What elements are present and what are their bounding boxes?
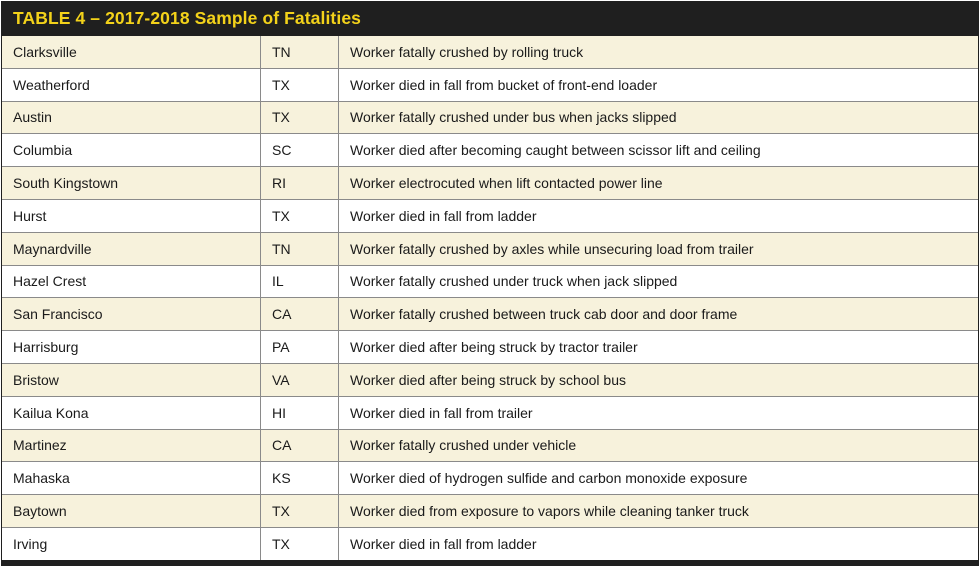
description-cell: Worker fatally crushed by axles while unsecuring load from trailer [350, 240, 754, 257]
table-row [2, 461, 978, 494]
description-cell: Worker died in fall from ladder [350, 207, 537, 224]
table-body [1, 35, 979, 560]
table-row [2, 330, 978, 363]
description-cell: Worker died after being struck by tractor trailer [350, 339, 638, 356]
state-cell: IL [261, 266, 339, 298]
table-row [2, 494, 978, 527]
city-cell: Austin [2, 102, 261, 134]
description-cell: Worker electrocuted when lift contacted power line [350, 175, 663, 192]
city-cell: Harrisburg [2, 331, 261, 363]
table-row [2, 35, 978, 68]
state-cell: TX [261, 495, 339, 527]
state-cell: TX [261, 102, 339, 134]
description-cell: Worker fatally crushed between truck cab door and door frame [350, 306, 738, 323]
state-cell: RI [261, 167, 339, 199]
description-cell: Worker died in fall from ladder [350, 535, 537, 552]
state-cell: KS [261, 462, 339, 494]
city-cell: Clarksville [2, 36, 261, 68]
description-cell: Worker died from exposure to vapors while cleaning tanker truck [350, 503, 749, 520]
table-row [2, 396, 978, 429]
table-row [2, 101, 978, 134]
table-row [2, 265, 978, 298]
city-cell: San Francisco [2, 298, 261, 330]
city-cell: Columbia [2, 134, 261, 166]
city-cell: Baytown [2, 495, 261, 527]
city-cell: Martinez [2, 430, 261, 462]
description-cell: Worker died of hydrogen sulfide and carbon monoxide exposure [350, 470, 748, 487]
state-cell: TX [261, 528, 339, 560]
table-row [2, 363, 978, 396]
table-row [2, 199, 978, 232]
table-row [2, 232, 978, 265]
state-cell: VA [261, 364, 339, 396]
table-title-bar [1, 1, 979, 35]
city-cell: Hazel Crest [2, 266, 261, 298]
city-cell: Maynardville [2, 233, 261, 265]
table-title: TABLE 4 – 2017-2018 Sample of Fatalities [13, 7, 361, 28]
state-cell: TX [261, 200, 339, 232]
city-cell: Weatherford [2, 69, 261, 101]
table-row [2, 297, 978, 330]
city-cell: Bristow [2, 364, 261, 396]
description-cell: Worker fatally crushed under bus when jacks slipped [350, 109, 677, 126]
description-cell: Worker fatally crushed by rolling truck [350, 43, 584, 60]
city-cell: Kailua Kona [2, 397, 261, 429]
city-cell: Mahaska [2, 462, 261, 494]
state-cell: SC [261, 134, 339, 166]
description-cell: Worker fatally crushed under truck when jack slipped [350, 273, 678, 290]
description-cell: Worker died in fall from trailer [350, 404, 533, 421]
table-row [2, 527, 978, 560]
description-cell: Worker died after becoming caught between scissor lift and ceiling [350, 142, 761, 159]
city-cell: Hurst [2, 200, 261, 232]
table-row [2, 68, 978, 101]
table-row [2, 429, 978, 462]
table-row [2, 133, 978, 166]
table-row [2, 166, 978, 199]
city-cell: South Kingstown [2, 167, 261, 199]
city-cell: Irving [2, 528, 261, 560]
state-cell: HI [261, 397, 339, 429]
description-cell: Worker died after being struck by school bus [350, 371, 626, 388]
state-cell: CA [261, 430, 339, 462]
description-cell: Worker fatally crushed under vehicle [350, 437, 577, 454]
description-cell: Worker died in fall from bucket of front-end loader [350, 76, 658, 93]
fatalities-table [1, 1, 979, 566]
state-cell: TN [261, 36, 339, 68]
state-cell: CA [261, 298, 339, 330]
state-cell: TN [261, 233, 339, 265]
state-cell: PA [261, 331, 339, 363]
state-cell: TX [261, 69, 339, 101]
